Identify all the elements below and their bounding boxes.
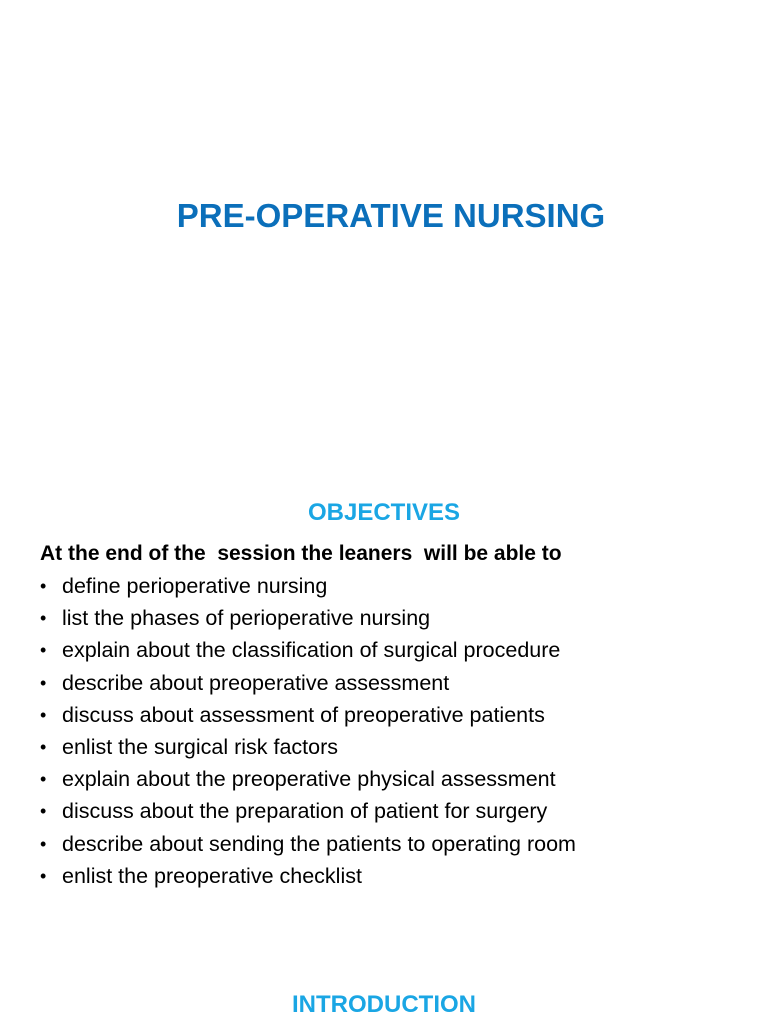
objective-text: explain about the classification of surgical procedure	[62, 638, 561, 663]
bullet-icon: •	[40, 576, 47, 596]
objective-text: discuss about the preparation of patient for surgery	[62, 799, 548, 824]
objective-text: describe about preoperative assessment	[62, 670, 450, 695]
bullet-icon: •	[40, 865, 47, 886]
bullet-icon: •	[40, 801, 47, 822]
objective-text: list the phases of perioperative nursing	[62, 606, 431, 631]
bullet-icon: •	[40, 736, 47, 757]
objective-text: describe about sending the patients to operating room	[62, 831, 576, 856]
introduction-heading: INTRODUCTION	[292, 991, 476, 1018]
bullet-icon: •	[40, 704, 47, 725]
objective-text: define perioperative nursing	[62, 574, 328, 598]
bullet-icon: •	[40, 672, 47, 693]
objective-text: discuss about assessment of preoperative patients	[62, 702, 545, 727]
bullet-icon: •	[40, 769, 47, 790]
document-title: PRE-OPERATIVE NURSING	[176, 197, 606, 234]
objective-text: enlist the surgical risk factors	[62, 734, 339, 759]
bullet-icon: •	[40, 608, 47, 629]
bullet-icon: •	[40, 640, 47, 661]
objectives-heading: OBJECTIVES	[307, 499, 461, 526]
bullet-icon: •	[40, 833, 47, 854]
objectives-intro: At the end of the session the leaners will be able to	[40, 542, 562, 565]
objective-text: enlist the preoperative checklist	[62, 863, 362, 888]
objective-text: explain about the preoperative physical assessment	[62, 767, 556, 792]
